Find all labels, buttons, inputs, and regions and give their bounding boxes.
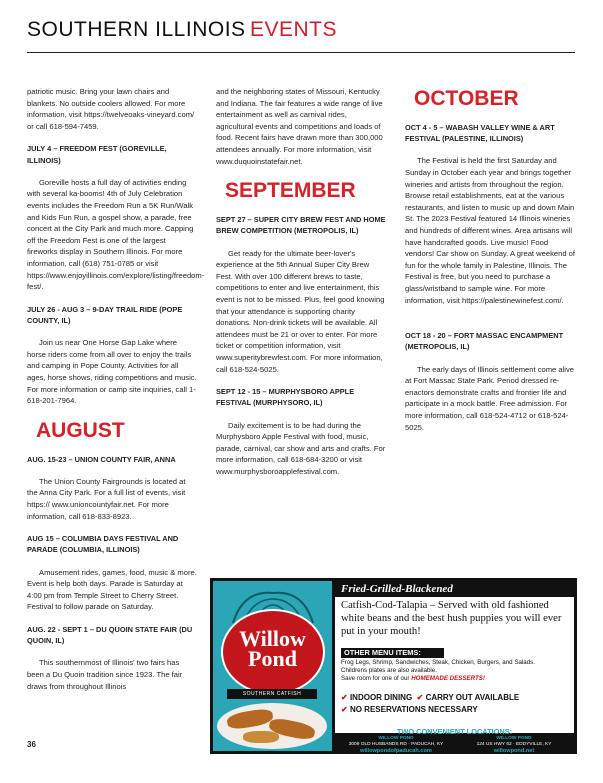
column-3 — [405, 86, 575, 444]
month-heading-august: AUGUST — [36, 418, 125, 442]
month-heading-october: OCTOBER — [414, 87, 519, 110]
check-item — [341, 704, 571, 716]
event-heading: SEPT 27 – SUPER CITY BREW FEST AND HOME BREW COMPETITION (METROPOLIS, IL) — [216, 215, 386, 236]
check-icon: ✔ — [341, 704, 348, 714]
event-body: The Union County Fairgrounds is located at the Anna City Park. For a full list of events, visit https:// www.unioncountyfair.net. For more information, call 618-833-8923. — [27, 476, 186, 521]
ad-tagline: Catfish-Cod-Talapia – Served with old fashioned white beans and the best hush puppies you will ever put in your mouth! — [341, 600, 562, 637]
event-heading: OCT 4 - 5 – WABASH VALLEY WINE & ART FESTIVAL (PALESTINE, ILLINOIS) — [405, 123, 555, 144]
event-body: This southernmost of Illinois' two fairs has been a Du Quoin tradition since 1923. The fair draws from throughout Illinois — [27, 658, 183, 691]
location-url: willowpond.net — [493, 748, 535, 754]
event-heading: JULY 4 – FREEDOM FEST (GOREVILLE, ILLINOIS) — [27, 144, 167, 165]
menu-line: Childrens plates are also available. — [341, 667, 437, 674]
menu-items — [341, 659, 571, 683]
check-label: NO RESERVATIONS NECESSARY — [349, 704, 478, 714]
event-body: Join us near One Horse Gap Lake where horse riders come from all over to enjoy the trails and camping in Pope County. Activities for all ages, horse shows, riding competitions and music. For more information or camp site inquiries, call 1-618-201-7964. — [27, 338, 197, 406]
dessert-highlight: HOMEMADE DESSERTS! — [411, 675, 485, 682]
header-title-events: EVENTS — [250, 18, 338, 41]
event-body: The Festival is held the first Saturday and Sunday in October each year and brings together wineries and artists from throughout the region. Browse retail establishments, eat at the various restaurants, and listen to music up and down Main St. The 2023 Festival featured 14 Illinois wineries and hundreds of different wines. Area artisans will have handcrafted goods. Live music! Food vendors! Car show on Sunday. A great weekend of fun for the whole family in Palestine, Illinois. The Festival is free, but you need to purchase a glass/wristband to sample wine. For more information, visit https://palestinewinefest.com/. — [405, 156, 575, 305]
menu-line: Frog Legs, Shrimp, Sandwiches, Steak, Chicken, Burgers, and Salads. — [341, 659, 535, 666]
dessert-text: Save room for one of our — [341, 675, 410, 682]
continued-text: and the neighboring states of Missouri, Kentucky and Indiana. The fair features a wide range of live entertainment as well as carnival rides, agricultural events and competitions and loads of food. Recent fairs have drawn more than 300,000 attendees annually. For more information, visit www.duquoinstatefair.net. — [216, 87, 383, 166]
event-body: The early days of Illinois settlement come alive at Fort Massac State Park. Period dressed re-enactors demonstrate crafts and frontier life and participate in a mock battle. Free admission. For more information, call 618-524-4712 or 618-524-5025. — [405, 364, 575, 432]
check-icon: ✔ — [416, 693, 424, 702]
logo-subtitle: SOUTHERN CATFISH — [227, 689, 317, 699]
event-heading: SEPT 12 - 15 – MURPHYSBORO APPLE FESTIVAL (MURPHYSORO, IL) — [216, 387, 355, 408]
locations-bar — [335, 727, 574, 754]
service-checklist — [341, 692, 571, 715]
ad-logo-panel — [213, 581, 332, 751]
location-name: WILLOW POND — [378, 736, 414, 741]
event-body: Goreville hosts a full day of activities ending with several ka-booms! 4th of July Celebration events includes the Freedom Run a 5K Run/Walk and Kids Fun Run, a gospel show, a parade, free concert at the City Park and much more. Capping off the Freedom Fest is one of the largest fireworks display in Southern Illinois. For more information, call (618) 751-0785 or visit https://www.enjoyillinois.com/explore/listing/freedom-fest/. — [27, 177, 205, 292]
menu-heading: OTHER MENU ITEMS: — [341, 648, 444, 658]
event-heading: AUG 15 – COLUMBIA DAYS FESTIVAL AND PARADE (COLUMBIA, ILLINOIS) — [27, 534, 179, 555]
event-heading: JULY 26 - AUG 3 – 9-DAY TRAIL RIDE (POPE COUNTY, IL) — [27, 304, 183, 325]
menu-line — [341, 675, 571, 683]
ad-banner: Fried-Grilled-Blackened — [335, 581, 574, 597]
check-item — [341, 692, 571, 704]
check-icon: ✔ — [341, 693, 348, 702]
location-address: 3009 OLD HUSBANDS RD · PADUCAH, KY — [348, 742, 444, 747]
location-paducah — [337, 736, 455, 754]
logo-name: Willow Pond — [239, 626, 306, 671]
location-eddyville — [455, 736, 573, 754]
event-heading: AUG. 22 - SEPT 1 – DU QUOIN STATE FAIR (DU QUOIN, IL) — [27, 625, 193, 646]
header-title: SOUTHERN ILLINOIS — [27, 18, 246, 41]
column-2 — [216, 86, 386, 488]
hush-puppy-image — [243, 731, 279, 743]
location-name: WILLOW POND — [496, 736, 532, 741]
month-heading-september: SEPTEMBER — [225, 179, 356, 203]
check-label: INDOOR DINING — [349, 693, 413, 702]
event-heading: OCT 18 - 20 – FORT MASSAC ENCAMPMENT (METROPOLIS, IL) — [405, 331, 564, 352]
event-body: Get ready for the ultimate beer-lover's experience at the 5th Annual Super City Brew Fest. With over 100 different brews to taste, competitions to enter and live entertainment, this event is not to be missed. Plus, feel good knowing that your attendance is supporting charity donations. Non-drink tickets will be available. All attendees must be 21 or over to enter. For more ticket or competition information, visit www.superitybrewfest.com. For more information, call 618-524-5025. — [216, 248, 385, 374]
ad-text-panel — [335, 581, 574, 733]
location-url: willowpondofpaducah.com — [360, 748, 432, 754]
check-label: CARRY OUT AVAILABLE — [425, 693, 520, 702]
event-heading: AUG. 15-23 – UNION COUNTY FAIR, ANNA — [27, 454, 176, 464]
event-body: Daily excitement is to be had during the Murphysboro Apple Festival with food, music, parade, carnival, car show and arts and crafts. For more information, call 618-684-3200 or visit www.murphysboroapplefestival.com. — [216, 420, 386, 476]
event-body: Amusement rides, games, food, music & more. Event is help both days. Parade is Saturday at 4:00 pm from Temple Street to Cherry Street. Festival to follow parade on Saturday. — [27, 567, 197, 612]
location-address: 124 US HWY 62 · EDDYVILLE, KY — [476, 742, 552, 747]
column-1 — [27, 86, 205, 703]
continued-text: patriotic music. Bring your lawn chairs and blankets. No outside coolers allowed. For more information, visit https://twelveoaks-vineyard.com/ or call 618-594-7459. — [27, 87, 195, 131]
header-rule — [27, 52, 575, 53]
willow-pond-advertisement — [210, 578, 577, 754]
locations-heading: TWO CONVENIENT LOCATIONS: — [396, 727, 513, 736]
page-number: 36 — [27, 740, 36, 749]
